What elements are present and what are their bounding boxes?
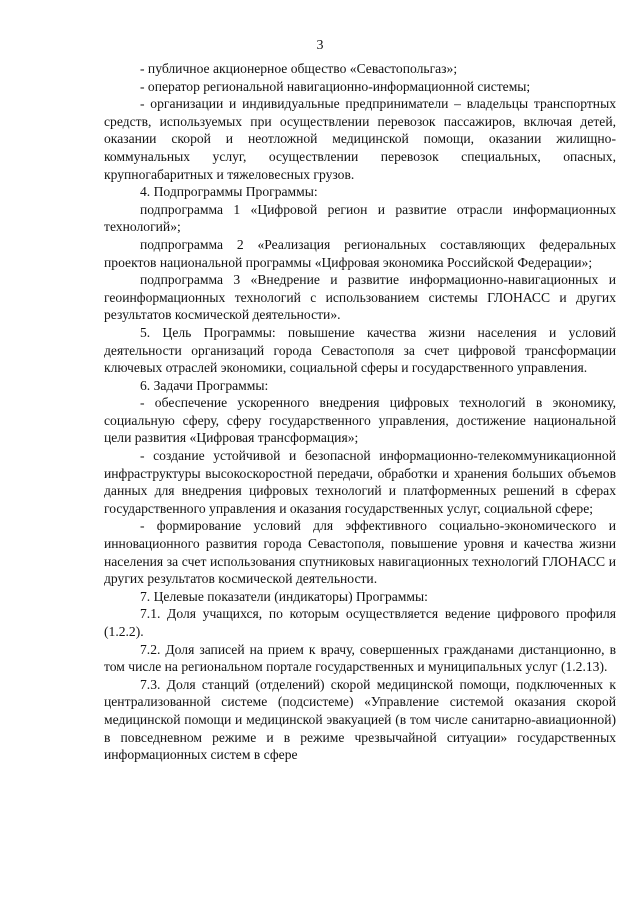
section-heading: 4. Подпрограммы Программы: bbox=[140, 184, 318, 200]
paragraph: 7.3. Доля станций (отделений) скорой медицинской помощи, подключенных к централизованной системе (подсистеме) «Управление системой оказания скорой медицинской помощи и медицинской эвакуацией (в том числе санитарно-авиационной) в повседневном режиме и в режиме чрезвычайной ситуации» государственных информационных систем в сфере bbox=[104, 676, 616, 763]
page-number: 3 bbox=[316, 38, 324, 53]
paragraph: 7.2. Доля записей на прием к врачу, совершенных гражданами дистанционно, в том числе на региональном портале государственных и муниципальных услуг (1.2.13). bbox=[104, 641, 616, 675]
paragraph: - организации и индивидуальные предприниматели – владельцы транспортных средств, используемых при осуществлении перевозок пассажиров, включая детей, оказании скорой и неотложной медицинской помощи, оказании жилищно-коммунальных услуг, осуществлении перевозок специальных, опасных, крупногабаритных и тяжеловесных грузов. bbox=[104, 96, 616, 182]
section-heading: 7. Целевые показатели (индикаторы) Программы: bbox=[140, 588, 428, 604]
paragraph: - оператор региональной навигационно-информационной системы; bbox=[140, 78, 531, 94]
paragraph: подпрограмма 2 «Реализация региональных составляющих федеральных проектов национальной программы «Цифровая экономика Российской Федерации»; bbox=[104, 236, 616, 270]
section-heading: 6. Задачи Программы: bbox=[140, 377, 269, 393]
paragraph: подпрограмма 1 «Цифровой регион и развитие отрасли информационных технологий»; bbox=[104, 201, 616, 235]
paragraph: - создание устойчивой и безопасной информационно-телекоммуникационной инфраструктуры высокоскоростной передачи, обработки и хранения больших объемов данных для внедрения цифровых технологий и платформенных решений в сферах государственного управления и оказания государственных услуг, социальной сфере; bbox=[104, 448, 616, 516]
paragraph: подпрограмма 3 «Внедрение и развитие информационно-навигационных и геоинформационных технологий с использованием системы ГЛОНАСС и других результатов космической деятельности». bbox=[104, 272, 616, 323]
paragraph: - обеспечение ускоренного внедрения цифровых технологий в экономику, социальную сферу, сферу государственного управления, достижение национальной цели развития «Цифровая трансформация»; bbox=[104, 395, 616, 446]
document-body bbox=[104, 60, 616, 764]
paragraph: 7.1. Доля учащихся, по которым осуществляется ведение цифрового профиля (1.2.2). bbox=[104, 606, 616, 639]
paragraph: - публичное акционерное общество «Севастопольгаз»; bbox=[140, 61, 458, 76]
paragraph: 5. Цель Программы: повышение качества жизни населения и условий деятельности организаций города Севастополя за счет цифровой трансформации ключевых отраслей экономики, социальной сферы и государственного управления. bbox=[104, 324, 616, 376]
paragraph: - формирование условий для эффективного социально-экономического и инновационного развития города Севастополя, повышение уровня и качества жизни населения за счет использования спутниковых навигационных технологий ГЛОНАСС и других результатов космической деятельности. bbox=[104, 518, 616, 587]
